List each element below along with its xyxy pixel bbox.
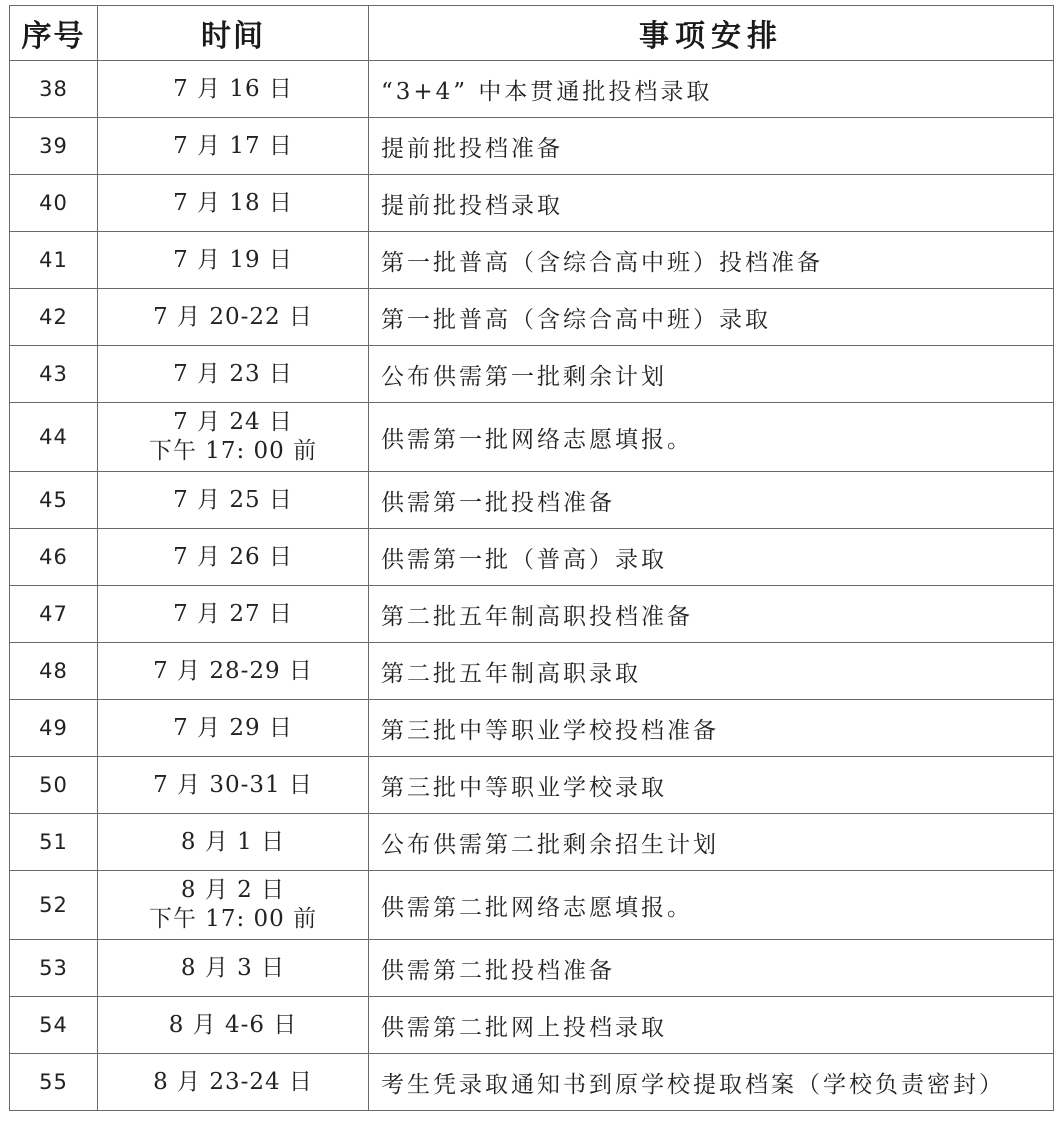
row-time bbox=[98, 1054, 369, 1111]
row-item: 供需第二批投档准备 bbox=[369, 940, 1054, 997]
row-item: 第一批普高（含综合高中班）录取 bbox=[369, 289, 1054, 346]
header-time: 时间 bbox=[98, 6, 369, 61]
table-header-row bbox=[10, 6, 1054, 61]
table-row bbox=[10, 757, 1054, 814]
row-item: 提前批投档准备 bbox=[369, 118, 1054, 175]
table-row bbox=[10, 529, 1054, 586]
row-time bbox=[98, 529, 369, 586]
row-time bbox=[98, 757, 369, 814]
table-body bbox=[10, 61, 1054, 1111]
row-time bbox=[98, 700, 369, 757]
table-row bbox=[10, 403, 1054, 472]
row-time-date: 7 月 18 日 bbox=[173, 189, 293, 216]
row-number: 49 bbox=[10, 700, 98, 757]
row-number: 51 bbox=[10, 814, 98, 871]
row-item: 第三批中等职业学校录取 bbox=[369, 757, 1054, 814]
row-number: 53 bbox=[10, 940, 98, 997]
row-number: 47 bbox=[10, 586, 98, 643]
row-item: 供需第二批网上投档录取 bbox=[369, 997, 1054, 1054]
row-item: 第三批中等职业学校投档准备 bbox=[369, 700, 1054, 757]
row-time bbox=[98, 403, 369, 472]
row-time-date: 7 月 29 日 bbox=[173, 714, 293, 741]
row-number: 43 bbox=[10, 346, 98, 403]
row-time bbox=[98, 61, 369, 118]
row-item: 供需第一批投档准备 bbox=[369, 472, 1054, 529]
table-row bbox=[10, 175, 1054, 232]
row-time bbox=[98, 586, 369, 643]
row-time bbox=[98, 118, 369, 175]
row-number: 42 bbox=[10, 289, 98, 346]
table-row bbox=[10, 232, 1054, 289]
row-time-date: 7 月 24 日 bbox=[173, 409, 293, 436]
table-row bbox=[10, 118, 1054, 175]
row-number: 45 bbox=[10, 472, 98, 529]
row-time-date: 7 月 27 日 bbox=[173, 600, 293, 627]
row-time bbox=[98, 643, 369, 700]
row-item: 第二批五年制高职投档准备 bbox=[369, 586, 1054, 643]
row-item: 公布供需第一批剩余计划 bbox=[369, 346, 1054, 403]
row-number: 46 bbox=[10, 529, 98, 586]
row-time-date: 8 月 2 日 bbox=[180, 877, 286, 904]
row-time bbox=[98, 289, 369, 346]
row-time-date: 7 月 30-31 日 bbox=[153, 771, 313, 798]
row-time-deadline: 下午 17: 00 前 bbox=[148, 438, 318, 464]
row-number: 48 bbox=[10, 643, 98, 700]
row-number: 55 bbox=[10, 1054, 98, 1111]
row-number: 38 bbox=[10, 61, 98, 118]
row-number: 52 bbox=[10, 871, 98, 940]
row-number: 54 bbox=[10, 997, 98, 1054]
table-row bbox=[10, 871, 1054, 940]
row-time-date: 8 月 23-24 日 bbox=[153, 1068, 313, 1095]
row-time bbox=[98, 175, 369, 232]
table-row bbox=[10, 700, 1054, 757]
row-time-date: 7 月 26 日 bbox=[173, 543, 293, 570]
row-number: 50 bbox=[10, 757, 98, 814]
row-time-deadline: 下午 17: 00 前 bbox=[148, 906, 318, 932]
row-time bbox=[98, 871, 369, 940]
row-time-date: 7 月 17 日 bbox=[173, 132, 293, 159]
row-time-date: 7 月 23 日 bbox=[173, 360, 293, 387]
table-row bbox=[10, 940, 1054, 997]
row-item: 供需第一批网络志愿填报。 bbox=[369, 403, 1054, 472]
row-time bbox=[98, 997, 369, 1054]
table-row bbox=[10, 472, 1054, 529]
row-item: 供需第一批（普高）录取 bbox=[369, 529, 1054, 586]
row-number: 40 bbox=[10, 175, 98, 232]
row-time-date: 8 月 1 日 bbox=[180, 828, 286, 855]
row-item: “3+4” 中本贯通批投档录取 bbox=[369, 61, 1054, 118]
row-number: 41 bbox=[10, 232, 98, 289]
row-time-date: 7 月 19 日 bbox=[173, 246, 293, 273]
row-item: 公布供需第二批剩余招生计划 bbox=[369, 814, 1054, 871]
row-number: 44 bbox=[10, 403, 98, 472]
row-time bbox=[98, 346, 369, 403]
row-item: 第一批普高（含综合高中班）投档准备 bbox=[369, 232, 1054, 289]
row-time-date: 7 月 16 日 bbox=[173, 75, 293, 102]
table-row bbox=[10, 643, 1054, 700]
row-time bbox=[98, 472, 369, 529]
row-item: 提前批投档录取 bbox=[369, 175, 1054, 232]
row-time-date: 7 月 25 日 bbox=[173, 486, 293, 513]
row-item: 第二批五年制高职录取 bbox=[369, 643, 1054, 700]
row-number: 39 bbox=[10, 118, 98, 175]
row-time bbox=[98, 940, 369, 997]
header-num: 序号 bbox=[10, 6, 98, 61]
header-item: 事项安排 bbox=[369, 6, 1054, 61]
table-row bbox=[10, 997, 1054, 1054]
row-time-date: 7 月 28-29 日 bbox=[153, 657, 313, 684]
schedule-table bbox=[9, 5, 1054, 1111]
table-row bbox=[10, 346, 1054, 403]
row-time-date: 7 月 20-22 日 bbox=[153, 303, 313, 330]
row-item: 考生凭录取通知书到原学校提取档案（学校负责密封） bbox=[369, 1054, 1054, 1111]
row-time bbox=[98, 232, 369, 289]
row-item: 供需第二批网络志愿填报。 bbox=[369, 871, 1054, 940]
row-time-date: 8 月 4-6 日 bbox=[168, 1011, 298, 1038]
table-row bbox=[10, 61, 1054, 118]
row-time bbox=[98, 814, 369, 871]
row-time-date: 8 月 3 日 bbox=[180, 954, 286, 981]
table-row bbox=[10, 289, 1054, 346]
table-row bbox=[10, 814, 1054, 871]
table-row bbox=[10, 586, 1054, 643]
table-row bbox=[10, 1054, 1054, 1111]
